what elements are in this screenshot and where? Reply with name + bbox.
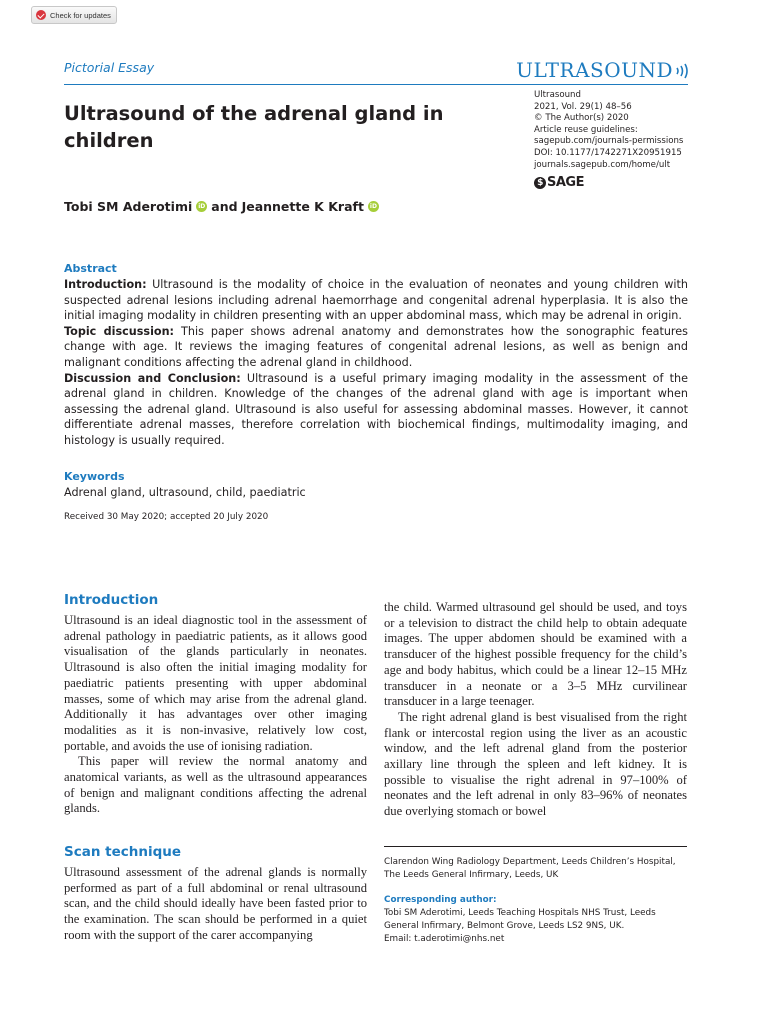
journal-logo[interactable]: [516, 58, 689, 82]
journal-logo-text: ULTRASOUND: [516, 58, 673, 82]
paragraph: Ultrasound assessment of the adrenal glands is normally performed as part of a full abdominal or renal ultrasound scan, and the child should ideally have been fasted prior to the examination. The scan should be performed in a quiet room with the support of the carer accompanying: [64, 865, 367, 942]
check-for-updates-label: Check for updates: [50, 10, 111, 20]
meta-volume: 2021, Vol. 29(1) 48–56: [534, 101, 632, 112]
received-dates: Received 30 May 2020; accepted 20 July 2020: [64, 512, 269, 522]
sage-logo-icon: $: [534, 177, 546, 189]
header-divider: [64, 84, 688, 85]
keywords-heading: Keywords: [64, 470, 125, 483]
scan-technique-body: [64, 865, 367, 944]
article-metadata: [534, 90, 704, 171]
meta-reuse-label: Article reuse guidelines:: [534, 124, 638, 135]
sound-waves-icon: [675, 63, 689, 79]
meta-homepage-link[interactable]: journals.sagepub.com/home/ult: [534, 159, 671, 170]
abstract-body: [64, 277, 688, 449]
article-title: Ultrasound of the adrenal gland in children: [64, 102, 444, 152]
paragraph: The right adrenal gland is best visualised from the right flank or intercostal region using the liver as an acoustic window, and the left adrenal gland from the posterior axillary line through the spleen and left kidney. It is possible to visualise the right adrenal in 97–100% of neonates and the left adrenal in only 83–96% of neonates due overlying stomach or bowel: [384, 709, 687, 819]
corresponding-address: Tobi SM Aderotimi, Leeds Teaching Hospitals NHS Trust, Leeds General Infirmary, Belmont Grove, Leeds LS2 9NS, UK.: [384, 908, 656, 931]
publisher-name: SAGE: [547, 175, 584, 190]
abstract-topic-text: This paper shows adrenal anatomy and demonstrates how the sonographic features change with age. It reviews the imaging features of congenital adrenal lesions, as well as benign and malignant conditions affecting the adrenal gland in childhood.: [64, 324, 688, 369]
check-updates-icon: [36, 10, 46, 20]
check-for-updates-badge[interactable]: [31, 6, 117, 24]
meta-doi[interactable]: DOI: 10.1177/1742271X20951915: [534, 147, 682, 158]
affiliation: Clarendon Wing Radiology Department, Leeds Children’s Hospital, The Leeds General Infirmary, Leeds, UK: [384, 857, 676, 880]
introduction-body: [64, 613, 367, 817]
scan-technique-heading: Scan technique: [64, 844, 182, 860]
introduction-heading: Introduction: [64, 592, 159, 608]
author-line: [64, 199, 379, 214]
orcid-icon[interactable]: iD: [369, 203, 377, 210]
author-name: Jeannette K Kraft: [241, 199, 364, 214]
orcid-icon[interactable]: iD: [198, 203, 206, 210]
meta-permissions-link[interactable]: sagepub.com/journals-permissions: [534, 136, 684, 147]
paragraph: Ultrasound is an ideal diagnostic tool in the assessment of adrenal pathology in paediatric patients, as it allows good visualisation of the glands particularly in neonates. Ultrasound is also often the initial imaging modality for paediatric patients presenting with upper abdominal masses, some of which may arise from the adrenal gland. Additionally it has advantages over other imaging modalities as it is non-invasive, relatively low cost, portable, and avoids the use of ionising radiation.: [64, 613, 367, 753]
corresponding-heading: Corresponding author:: [384, 895, 497, 905]
paragraph: This paper will review the normal anatomy and anatomical variants, as well as the ultrasound appearances of benign and malignant conditions affecting the adrenal glands.: [64, 754, 367, 816]
abstract-intro-text: Ultrasound is the modality of choice in the evaluation of neonates and young children with suspected adrenal lesions including adrenal haemorrhage and congenital adrenal hyperplasia. It is also the initial imaging modality in children presenting with an upper abdominal mass, which may be adrenal in origin.: [64, 278, 689, 323]
author-connector: and: [211, 199, 238, 214]
abstract-intro-label: Introduction:: [64, 278, 147, 291]
footnote-divider: [384, 846, 687, 847]
corresponding-author: [384, 894, 689, 946]
paragraph: the child. Warmed ultrasound gel should be used, and toys or a television to distract the child help to obtain adequate images. The upper abdomen should be examined with a transducer of the highest possible frequency for the child’s age and body habitus, which could be a linear 12–15 MHz transducer in a neonate or a 3–5 MHz curvilinear transducer in a large teenager.: [384, 600, 687, 709]
keywords-list: Adrenal gland, ultrasound, child, paediatric: [64, 486, 306, 499]
meta-journal: Ultrasound: [534, 90, 581, 100]
article-type: Pictorial Essay: [64, 60, 155, 75]
abstract-heading: Abstract: [64, 262, 117, 275]
right-column-body: [384, 600, 687, 820]
corresponding-email[interactable]: Email: t.aderotimi@nhs.net: [384, 934, 505, 944]
meta-copyright: © The Author(s) 2020: [534, 113, 629, 124]
abstract-conclusion-text: Ultrasound is a useful primary imaging modality in the assessment of the adrenal gland in children. Knowledge of the changes of the adrenal gland with age is important when assessing the adrenal gland. Ultrasound is also useful for assessing abdominal masses. However, it cannot differentiate adrenal masses, therefore correlation with biochemical findings, multimodality imaging, and histology is usually required.: [64, 371, 688, 447]
publisher-logo: [534, 175, 584, 190]
abstract-topic-label: Topic discussion:: [64, 324, 175, 338]
author-name: Tobi SM Aderotimi: [64, 199, 193, 214]
abstract-conclusion-label: Discussion and Conclusion:: [64, 371, 241, 385]
